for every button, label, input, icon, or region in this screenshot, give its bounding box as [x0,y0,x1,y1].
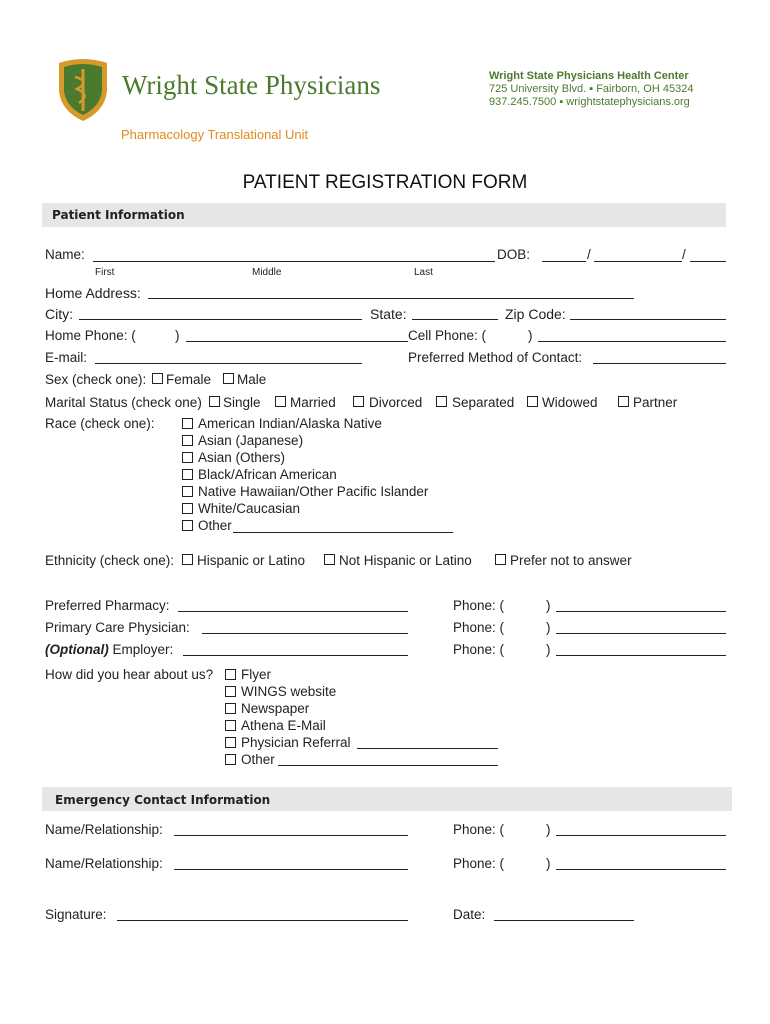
hear-other-field[interactable] [278,765,498,766]
race-black-label: Black/African American [198,467,337,482]
hear-wings-label: WINGS website [241,684,337,699]
employer-phone-field[interactable] [556,655,726,656]
hear-athena-label: Athena E-Mail [241,718,326,733]
dob-year-field[interactable] [690,261,726,262]
race-american-indian-checkbox[interactable] [182,418,193,429]
marital-widowed-label: Widowed [542,395,598,410]
hear-flyer-checkbox[interactable] [225,669,236,680]
home-phone-field[interactable] [186,341,408,342]
race-other-field[interactable] [233,532,453,533]
cell-phone-field[interactable] [538,341,726,342]
center-name: Wright State Physicians Health Center [489,70,689,82]
pcp-phone-label: Phone: ( [453,620,505,635]
marital-divorced-label: Divorced [369,395,423,410]
ethnicity-prefer-not-label: Prefer not to answer [510,553,632,568]
marital-widowed-checkbox[interactable] [527,396,538,407]
patient-info-heading: Patient Information [52,208,185,222]
date-label: Date: [453,907,486,922]
ethnicity-hispanic-checkbox[interactable] [182,554,193,565]
pcp-field[interactable] [202,633,408,634]
name-middle-caption: Middle [252,267,282,278]
date-field[interactable] [494,920,634,921]
pharmacy-phone-label: Phone: ( [453,598,505,613]
employer-phone-label: Phone: ( [453,642,505,657]
hear-wings-checkbox[interactable] [225,686,236,697]
home-phone-close: ) [175,328,180,343]
name-first-caption: First [95,267,115,278]
employer-label [45,642,173,657]
employer-phone-close: ) [546,642,551,657]
name-last-caption: Last [414,267,433,278]
shield-logo-icon [55,57,111,123]
marital-partner-label: Partner [633,395,678,410]
emergency-name-label-2: Name/Relationship: [45,856,163,871]
race-black-checkbox[interactable] [182,469,193,480]
name-label: Name: [45,247,85,262]
hear-physician-label: Physician Referral [241,735,351,750]
optional-marker: (Optional) [45,642,109,657]
sex-label: Sex (check one): [45,372,147,387]
race-other-checkbox[interactable] [182,520,193,531]
marital-label: Marital Status (check one) [45,395,202,410]
employer-field[interactable] [183,655,408,656]
ethnicity-prefer-not-checkbox[interactable] [495,554,506,565]
marital-separated-label: Separated [452,395,515,410]
dob-month-field[interactable] [542,261,586,262]
sex-female-label: Female [166,372,212,387]
state-label: State: [370,306,407,322]
state-field[interactable] [412,319,498,320]
pcp-label: Primary Care Physician: [45,620,190,635]
emergency-phone-field-1[interactable] [556,835,726,836]
ethnicity-label: Ethnicity (check one): [45,553,175,568]
center-contact: 937.245.7500 ▪ wrightstatephysicians.org [489,96,690,108]
zip-field[interactable] [570,319,726,320]
pharmacy-label: Preferred Pharmacy: [45,598,170,613]
emergency-name-field-1[interactable] [174,835,408,836]
marital-partner-checkbox[interactable] [618,396,629,407]
race-american-indian-label: American Indian/Alaska Native [198,416,382,431]
home-phone-label: Home Phone: ( [45,328,136,343]
hear-other-checkbox[interactable] [225,754,236,765]
marital-married-checkbox[interactable] [275,396,286,407]
emergency-heading: Emergency Contact Information [55,793,271,807]
emergency-phone-field-2[interactable] [556,869,726,870]
race-asian-japanese-checkbox[interactable] [182,435,193,446]
hear-flyer-label: Flyer [241,667,271,682]
race-asian-others-label: Asian (Others) [198,450,286,465]
home-address-label: Home Address: [45,285,141,301]
pharmacy-phone-close: ) [546,598,551,613]
ethnicity-not-hispanic-checkbox[interactable] [324,554,335,565]
ethnicity-hispanic-label: Hispanic or Latino [197,553,306,568]
pcp-phone-field[interactable] [556,633,726,634]
zip-label: Zip Code: [505,306,566,322]
ethnicity-not-hispanic-label: Not Hispanic or Latino [339,553,472,568]
dob-sep-1: / [587,247,591,262]
preferred-contact-label: Preferred Method of Contact: [408,350,583,365]
hear-label: How did you hear about us? [45,667,214,682]
unit-name: Pharmacology Translational Unit [121,127,309,142]
sex-male-label: Male [237,372,267,387]
employer-text: Employer: [108,642,174,657]
pcp-phone-close: ) [546,620,551,635]
emergency-phone-close-1: ) [546,822,551,837]
name-field[interactable] [93,261,495,262]
signature-label: Signature: [45,907,107,922]
emergency-phone-close-2: ) [546,856,551,871]
race-white-label: White/Caucasian [198,501,301,516]
email-field[interactable] [95,363,362,364]
dob-sep-2: / [682,247,686,262]
cell-phone-close: ) [528,328,533,343]
email-label: E-mail: [45,350,88,365]
race-asian-others-checkbox[interactable] [182,452,193,463]
emergency-phone-label-2: Phone: ( [453,856,505,871]
logo-text: Wright State Physicians [122,70,381,100]
hear-other-label: Other [241,752,275,767]
signature-field[interactable] [117,920,408,921]
hear-physician-field[interactable] [357,748,498,749]
race-native-hawaiian-label: Native Hawaiian/Other Pacific Islander [198,484,429,499]
center-address: 725 University Blvd. ▪ Fairborn, OH 45324 [489,83,694,95]
pharmacy-phone-field[interactable] [556,611,726,612]
marital-divorced-checkbox[interactable] [353,396,364,407]
dob-day-field[interactable] [594,261,682,262]
race-label: Race (check one): [45,416,155,431]
marital-single-checkbox[interactable] [209,396,220,407]
home-address-field[interactable] [148,298,634,299]
sex-female-checkbox[interactable] [152,373,163,384]
race-native-hawaiian-checkbox[interactable] [182,486,193,497]
race-asian-japanese-label: Asian (Japanese) [198,433,304,448]
race-other-label: Other [198,518,232,533]
emergency-phone-label-1: Phone: ( [453,822,505,837]
race-white-checkbox[interactable] [182,503,193,514]
marital-separated-checkbox[interactable] [436,396,447,407]
hear-physician-checkbox[interactable] [225,737,236,748]
hear-newspaper-label: Newspaper [241,701,310,716]
hear-newspaper-checkbox[interactable] [225,703,236,714]
form-title: PATIENT REGISTRATION FORM [242,172,528,193]
dob-label: DOB: [497,247,531,262]
hear-athena-checkbox[interactable] [225,720,236,731]
preferred-contact-field[interactable] [593,363,726,364]
emergency-name-label-1: Name/Relationship: [45,822,163,837]
cell-phone-label: Cell Phone: ( [408,328,487,343]
marital-single-label: Single [223,395,261,410]
city-label: City: [45,306,73,322]
emergency-name-field-2[interactable] [174,869,408,870]
city-field[interactable] [79,319,362,320]
marital-married-label: Married [290,395,336,410]
sex-male-checkbox[interactable] [223,373,234,384]
pharmacy-field[interactable] [178,611,408,612]
